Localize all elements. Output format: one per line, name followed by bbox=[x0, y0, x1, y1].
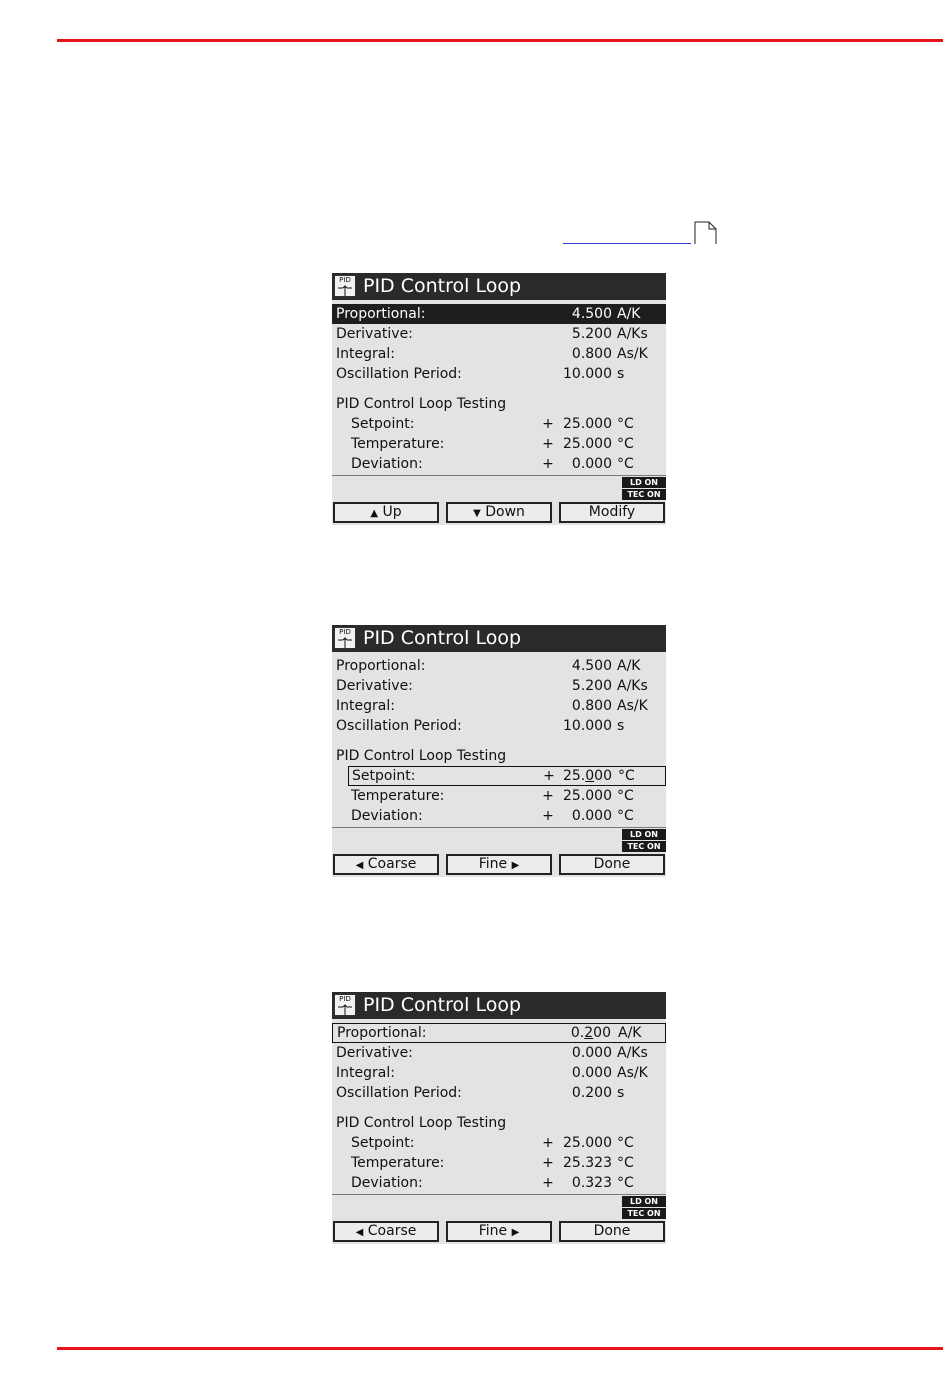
testing-heading: PID Control Loop Testing bbox=[336, 1115, 507, 1131]
tec-status-badge: TEC ON bbox=[622, 1208, 666, 1219]
param-row-proportional[interactable]: Proportional: 4.500 A/K bbox=[332, 304, 666, 324]
testing-row-deviation: Deviation: + 0.000 °C bbox=[351, 456, 634, 472]
pid-app-icon: PID bbox=[334, 275, 356, 297]
title-bar bbox=[332, 992, 666, 1019]
arrow-left-icon: ◀ bbox=[355, 1227, 364, 1238]
softkey-fine-button[interactable]: Fine ▶ bbox=[446, 854, 552, 875]
edit-cursor-digit: 0 bbox=[585, 768, 595, 784]
param-row-integral[interactable]: Integral: 0.800 As/K bbox=[336, 698, 648, 714]
softkey-up-button[interactable]: ▲ Up bbox=[333, 502, 439, 523]
pid-screen-navigate bbox=[332, 273, 666, 525]
param-row-oscillation-period[interactable]: Oscillation Period: 10.000 s bbox=[336, 718, 625, 734]
testing-row-temperature: Temperature: + 25.323 °C bbox=[351, 1155, 634, 1171]
pid-screen-edit-proportional bbox=[332, 992, 666, 1244]
testing-row-temperature: Temperature: + 25.000 °C bbox=[351, 788, 634, 804]
status-divider bbox=[332, 475, 666, 476]
ld-status-badge: LD ON bbox=[622, 477, 666, 488]
title-bar bbox=[332, 625, 666, 652]
softkey-done-button[interactable]: Done bbox=[559, 854, 665, 875]
pid-screen-edit-setpoint bbox=[332, 625, 666, 877]
title-bar bbox=[332, 273, 666, 300]
softkey-modify-button[interactable]: Modify bbox=[559, 502, 665, 523]
arrow-right-icon: ▶ bbox=[511, 1227, 520, 1238]
screen-title: PID Control Loop bbox=[363, 627, 522, 649]
softkey-fine-button[interactable]: Fine ▶ bbox=[446, 1221, 552, 1242]
arrow-up-icon: ▲ bbox=[370, 508, 379, 519]
softkey-coarse-button[interactable]: ◀ Coarse bbox=[333, 1221, 439, 1242]
testing-row-deviation: Deviation: + 0.000 °C bbox=[351, 808, 634, 824]
testing-row-setpoint-editing[interactable]: Setpoint: + 25.000 °C bbox=[348, 766, 666, 786]
param-row-proportional-editing[interactable]: Proportional: 0.200 A/K bbox=[332, 1023, 666, 1043]
screen-title: PID Control Loop bbox=[363, 994, 522, 1016]
status-badges bbox=[622, 477, 666, 501]
screen-title: PID Control Loop bbox=[363, 275, 522, 297]
arrow-right-icon: ▶ bbox=[511, 860, 520, 871]
ld-status-badge: LD ON bbox=[622, 1196, 666, 1207]
param-row-derivative[interactable]: Derivative: 0.000 A/Ks bbox=[336, 1045, 648, 1061]
arrow-left-icon: ◀ bbox=[355, 860, 364, 871]
softkey-coarse-button[interactable]: ◀ Coarse bbox=[333, 854, 439, 875]
header-rule bbox=[57, 39, 943, 42]
arrow-down-icon: ▼ bbox=[473, 508, 481, 519]
param-row-integral[interactable]: Integral: 0.800 As/K bbox=[336, 346, 648, 362]
param-row-derivative[interactable]: Derivative: 5.200 A/Ks bbox=[336, 326, 648, 342]
param-row-integral[interactable]: Integral: 0.000 As/K bbox=[336, 1065, 648, 1081]
testing-heading: PID Control Loop Testing bbox=[336, 396, 507, 412]
pid-app-icon: PID bbox=[334, 994, 356, 1016]
status-divider bbox=[332, 827, 666, 828]
testing-row-temperature: Temperature: + 25.000 °C bbox=[351, 436, 634, 452]
pid-app-icon: PID bbox=[334, 627, 356, 649]
testing-row-deviation: Deviation: + 0.323 °C bbox=[351, 1175, 634, 1191]
param-row-oscillation-period[interactable]: Oscillation Period: 10.000 s bbox=[336, 366, 625, 382]
param-row-oscillation-period[interactable]: Oscillation Period: 0.200 s bbox=[336, 1085, 625, 1101]
status-divider bbox=[332, 1194, 666, 1195]
softkey-done-button[interactable]: Done bbox=[559, 1221, 665, 1242]
tec-status-badge: TEC ON bbox=[622, 841, 666, 852]
param-row-derivative[interactable]: Derivative: 5.200 A/Ks bbox=[336, 678, 648, 694]
status-badges bbox=[622, 829, 666, 853]
tec-status-badge: TEC ON bbox=[622, 489, 666, 500]
softkey-down-button[interactable]: ▼ Down bbox=[446, 502, 552, 523]
page-reference-icon bbox=[694, 221, 717, 245]
param-row-proportional[interactable]: Proportional: 4.500 A/K bbox=[336, 658, 641, 674]
ld-status-badge: LD ON bbox=[622, 829, 666, 840]
edit-cursor-digit: 2 bbox=[584, 1025, 594, 1041]
testing-row-setpoint[interactable]: Setpoint: + 25.000 °C bbox=[351, 416, 634, 432]
testing-row-setpoint[interactable]: Setpoint: + 25.000 °C bbox=[351, 1135, 634, 1151]
testing-heading: PID Control Loop Testing bbox=[336, 748, 507, 764]
footer-rule bbox=[57, 1347, 943, 1350]
hyperlink-underline[interactable] bbox=[563, 243, 691, 244]
status-badges bbox=[622, 1196, 666, 1220]
